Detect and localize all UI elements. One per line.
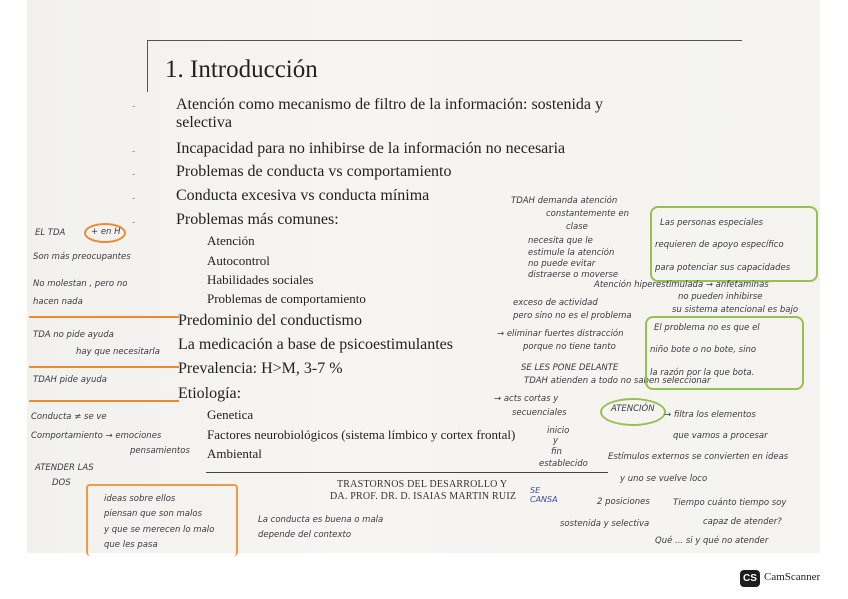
bullet-conductismo: Predominio del conductismo xyxy=(178,312,362,329)
note-eliminar-1: → eliminar fuertes distracción xyxy=(497,329,624,339)
note-personas-2: requieren de apoyo específico xyxy=(655,240,784,250)
note-conducta-se-ve: Conducta ≠ se ve xyxy=(31,412,107,422)
orange-rule xyxy=(29,316,179,318)
slide-title: 1. Introducción xyxy=(165,56,318,83)
footer-rule xyxy=(206,472,608,473)
camscanner-name: CamScanner xyxy=(764,571,821,583)
subitem-atencion: Atención xyxy=(207,233,255,248)
bullet-prevalencia: Prevalencia: H>M, 3-7 % xyxy=(178,360,343,377)
note-exceso-2: pero sino no es el problema xyxy=(513,311,632,321)
note-problema-1: El problema no es que el xyxy=(654,323,760,333)
note-necesitarla: hay que necesitarla xyxy=(76,347,160,357)
bullet-atencion-filtro-cont: selectiva xyxy=(176,114,232,131)
bullet-conducta-excesiva: Conducta excesiva vs conducta mínima xyxy=(176,187,430,204)
note-y: y xyxy=(553,436,559,446)
note-constantemente: constantemente en xyxy=(546,209,629,219)
note-dos: DOS xyxy=(52,478,71,488)
bullet-etiologia: Etiología: xyxy=(178,385,242,402)
bullet-medicacion: La medicación a base de psicoestimulantes xyxy=(178,336,454,353)
note-eliminar-2: porque no tiene tanto xyxy=(523,342,616,352)
slide-top-rule xyxy=(147,40,742,41)
note-tiempo-1: Tiempo cuánto tiempo soy xyxy=(673,498,787,508)
bullet-marker: - xyxy=(132,169,136,180)
bullet-marker: - xyxy=(132,217,136,228)
bullet-incapacidad: Incapacidad para no inhibirse de la información no necesaria xyxy=(176,140,566,157)
note-ideas-4: que les pasa xyxy=(104,540,158,550)
note-inicio: inicio xyxy=(547,426,570,436)
subitem-comportamiento: Problemas de comportamiento xyxy=(207,291,366,306)
note-vuelve-loco: y uno se vuelve loco xyxy=(620,474,708,484)
note-actos-2: secuenciales xyxy=(512,408,567,418)
note-personas-1: Las personas especiales xyxy=(660,218,764,228)
bullet-marker: - xyxy=(132,193,136,204)
note-actos-1: → acts cortas y xyxy=(494,394,559,404)
slide-left-rule xyxy=(147,40,148,92)
note-tiempo-2: capaz de atender? xyxy=(703,517,782,527)
note-preocupantes: Son más preocupantes xyxy=(33,252,131,262)
note-sostenida: sostenida y selectiva xyxy=(560,519,650,529)
note-atencion-oval: ATENCIÓN xyxy=(611,404,655,414)
orange-rule xyxy=(29,400,179,402)
note-necesita-2: estimule la atención xyxy=(528,248,615,258)
note-se-les-pone: SE LES PONE DELANTE xyxy=(521,363,619,373)
note-personas-3: para potenciar sus capacidades xyxy=(655,263,791,273)
etiologia-ambiental: Ambiental xyxy=(207,446,262,461)
note-que-atender: Qué ... si y qué no atender xyxy=(655,536,769,546)
note-problema-2: niño bote o no bote, sino xyxy=(650,345,757,355)
note-tda: EL TDA xyxy=(35,228,66,238)
note-posiciones: 2 posiciones xyxy=(597,497,650,507)
note-filtra-1: → filtra los elementos xyxy=(664,410,756,420)
footer-line-2: DA. PROF. DR. D. ISAIAS MARTIN RUIZ xyxy=(330,491,517,502)
note-fin: fin xyxy=(551,447,562,457)
camscanner-logo xyxy=(740,570,760,587)
footer-line-1: TRASTORNOS DEL DESARROLLO Y xyxy=(337,479,508,490)
bullet-marker: - xyxy=(132,146,136,157)
note-no-pide-ayuda: TDA no pide ayuda xyxy=(33,330,114,340)
note-filtra-2: que vamos a procesar xyxy=(673,431,768,441)
note-atender-las: ATENDER LAS xyxy=(35,463,94,473)
note-ideas-2: piensan que son malos xyxy=(104,509,203,519)
note-necesita-3: no puede evitar xyxy=(528,259,596,269)
camscanner-logo-text: CS xyxy=(743,573,757,584)
note-pensamientos: pensamientos xyxy=(130,446,190,456)
note-mh: + en H xyxy=(91,227,121,237)
note-clase: clase xyxy=(566,222,588,232)
note-problema-3: la razón por la que bota. xyxy=(650,368,755,378)
etiologia-genetica: Genetica xyxy=(207,407,254,422)
note-hacen-nada: hacen nada xyxy=(33,297,83,307)
orange-rule xyxy=(29,366,179,368)
note-se-cansa: SE CANSA xyxy=(530,486,558,504)
note-conducta-buena: La conducta es buena o mala xyxy=(258,515,384,525)
subitem-autocontrol: Autocontrol xyxy=(207,253,270,268)
note-exceso-1: exceso de actividad xyxy=(513,298,598,308)
etiologia-factores: Factores neurobiológicos (sistema límbico y cortex frontal) xyxy=(207,427,516,442)
note-no-molestan: No molestan , pero no xyxy=(33,279,128,289)
note-comportamiento-emociones: Comportamiento → emociones xyxy=(31,431,162,441)
bullet-atencion-filtro: Atención como mecanismo de filtro de la información: sostenida y xyxy=(176,96,603,113)
note-tdah-pide-ayuda: TDAH pide ayuda xyxy=(33,375,107,385)
note-atencion-hiper: Atención hiperestimulada → anfetaminas xyxy=(594,280,769,290)
subitem-habilidades: Habilidades sociales xyxy=(207,272,314,287)
bullet-problemas-conducta: Problemas de conducta vs comportamiento xyxy=(176,163,452,180)
note-ideas-3: y que se merecen lo malo xyxy=(104,525,215,535)
bullet-marker: - xyxy=(132,101,136,112)
bullet-problemas-comunes: Problemas más comunes: xyxy=(176,211,339,228)
note-inhibirse: no pueden inhibirse xyxy=(678,292,763,302)
note-sistema: su sistema atencional es bajo xyxy=(672,305,799,315)
note-contexto: depende del contexto xyxy=(258,530,352,540)
note-distraerse: distraerse o moverse xyxy=(528,270,619,280)
note-tdah-atienden: TDAH atienden a todo no saben seleccionar xyxy=(524,376,711,386)
note-necesita-1: necesita que le xyxy=(528,236,593,246)
note-estimulos: Estímulos externos se convierten en ideas xyxy=(608,452,789,462)
note-establecido: establecido xyxy=(539,459,588,469)
note-tdah-demanda: TDAH demanda atención xyxy=(511,196,618,206)
note-ideas-1: ideas sobre ellos xyxy=(104,494,176,504)
